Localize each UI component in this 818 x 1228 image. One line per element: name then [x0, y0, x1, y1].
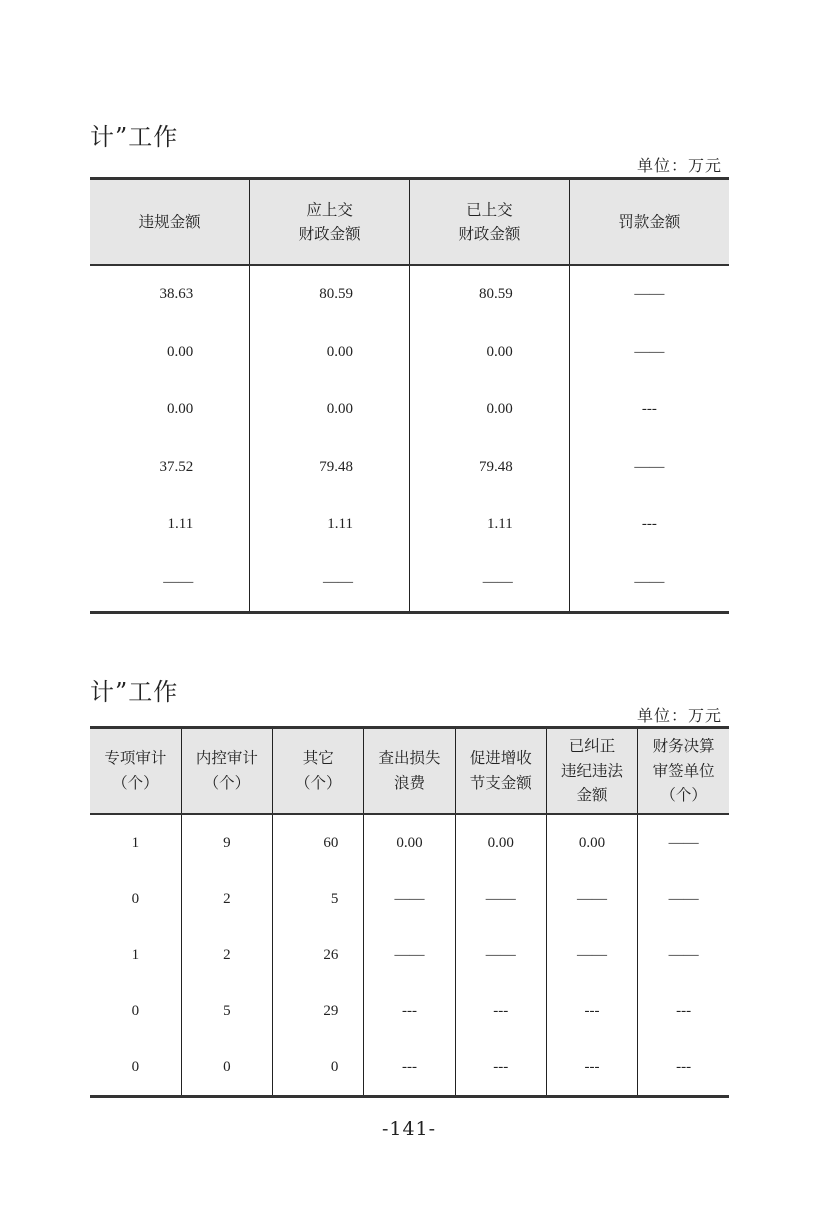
header-text: 查出损失	[378, 749, 441, 768]
cell: ---	[364, 1039, 455, 1097]
cell: 79.48	[410, 439, 570, 497]
cell: 0	[181, 1039, 272, 1097]
cell: 0	[90, 983, 181, 1039]
table-row	[90, 265, 729, 324]
cell: ——	[638, 814, 729, 871]
table-row	[90, 324, 729, 382]
header-text: 浪费	[393, 774, 425, 792]
header-text: 财务决算	[652, 736, 715, 755]
table-row	[90, 983, 729, 1039]
table-row	[90, 554, 729, 613]
header-text: 节支金额	[469, 774, 532, 792]
header-text: 内控审计	[195, 749, 258, 768]
cell: ——	[569, 439, 729, 497]
cell: 60	[273, 814, 364, 871]
header-text: 金额	[576, 786, 608, 805]
cell: 5	[273, 871, 364, 927]
header-text: 审签单位	[652, 761, 715, 780]
table-row	[90, 496, 729, 554]
cell: ——	[250, 554, 410, 613]
header-special-audit	[90, 728, 181, 815]
table-row	[90, 927, 729, 983]
section-2-title: 计”工作	[90, 678, 179, 706]
cell: 26	[273, 927, 364, 983]
cell: 9	[181, 814, 272, 871]
cell: ——	[569, 554, 729, 613]
header-text: 罚款金额	[618, 212, 681, 231]
header-losses-found	[364, 728, 455, 815]
cell: ---	[569, 496, 729, 554]
section-1-unit-label: 单位：万元	[636, 156, 722, 175]
table-header-row	[90, 728, 729, 815]
cell: 80.59	[250, 265, 410, 324]
cell: 0.00	[364, 814, 455, 871]
header-revenue-savings	[455, 728, 546, 815]
header-text: 违规金额	[138, 212, 201, 231]
table-header-row	[90, 179, 729, 266]
table-row	[90, 814, 729, 871]
table-row	[90, 1039, 729, 1097]
cell: ——	[455, 927, 546, 983]
audit-amounts-table	[90, 177, 729, 614]
header-text: 专项审计	[104, 749, 167, 768]
cell: ---	[638, 983, 729, 1039]
cell: ——	[546, 871, 637, 927]
header-text: （个）	[294, 774, 342, 792]
cell: 5	[181, 983, 272, 1039]
cell: 1	[90, 814, 181, 871]
cell: ---	[569, 381, 729, 439]
cell: ---	[546, 983, 637, 1039]
cell: 80.59	[410, 265, 570, 324]
cell: 1.11	[250, 496, 410, 554]
cell: 38.63	[90, 265, 250, 324]
header-internal-control-audit	[181, 728, 272, 815]
cell: ---	[455, 1039, 546, 1097]
cell: 0.00	[90, 324, 250, 382]
cell: 1	[90, 927, 181, 983]
cell: 37.52	[90, 439, 250, 497]
cell: ---	[455, 983, 546, 1039]
header-text: 促进增收	[469, 749, 532, 768]
page-number: -141-	[381, 1118, 437, 1140]
header-fine-amount	[569, 179, 729, 266]
header-text: （个）	[112, 774, 159, 792]
cell: 0.00	[250, 324, 410, 382]
section-2-unit-label: 单位：万元	[636, 706, 722, 725]
header-corrected-violations	[546, 728, 637, 815]
header-payable-to-treasury	[250, 179, 410, 266]
table-row	[90, 871, 729, 927]
cell: ——	[364, 927, 455, 983]
header-text: 应上交	[306, 200, 353, 219]
cell: 0.00	[546, 814, 637, 871]
cell: ---	[546, 1039, 637, 1097]
cell: ——	[569, 265, 729, 324]
cell: 0.00	[250, 381, 410, 439]
header-text: 财政金额	[458, 225, 521, 243]
header-text: 其它	[302, 749, 334, 768]
header-text: （个）	[203, 774, 251, 792]
cell: ——	[638, 871, 729, 927]
cell: 0	[273, 1039, 364, 1097]
cell: ——	[90, 554, 250, 613]
cell: ——	[638, 927, 729, 983]
cell: 0.00	[90, 381, 250, 439]
header-text: 违纪违法	[561, 761, 624, 780]
header-text: 已纠正	[568, 736, 616, 755]
cell: ---	[364, 983, 455, 1039]
header-final-accounts-units	[638, 728, 729, 815]
header-text: 已上交	[466, 200, 513, 219]
cell: ——	[410, 554, 570, 613]
cell: 0	[90, 1039, 181, 1097]
cell: 2	[181, 871, 272, 927]
cell: ——	[569, 324, 729, 382]
cell: 79.48	[250, 439, 410, 497]
cell: ——	[364, 871, 455, 927]
cell: 0.00	[455, 814, 546, 871]
cell: 29	[273, 983, 364, 1039]
header-violation-amount	[90, 179, 250, 266]
table-row	[90, 381, 729, 439]
section-1-title: 计”工作	[90, 123, 179, 151]
cell: ——	[546, 927, 637, 983]
cell: 2	[181, 927, 272, 983]
cell: ---	[638, 1039, 729, 1097]
table-row	[90, 439, 729, 497]
header-paid-to-treasury	[410, 179, 570, 266]
cell: 1.11	[410, 496, 570, 554]
audit-counts-table	[90, 726, 729, 1098]
cell: 1.11	[90, 496, 250, 554]
cell: 0.00	[410, 381, 570, 439]
header-text: 财政金额	[298, 225, 361, 243]
cell: 0.00	[410, 324, 570, 382]
cell: 0	[90, 871, 181, 927]
header-other	[273, 728, 364, 815]
header-text: （个）	[660, 786, 707, 805]
cell: ——	[455, 871, 546, 927]
